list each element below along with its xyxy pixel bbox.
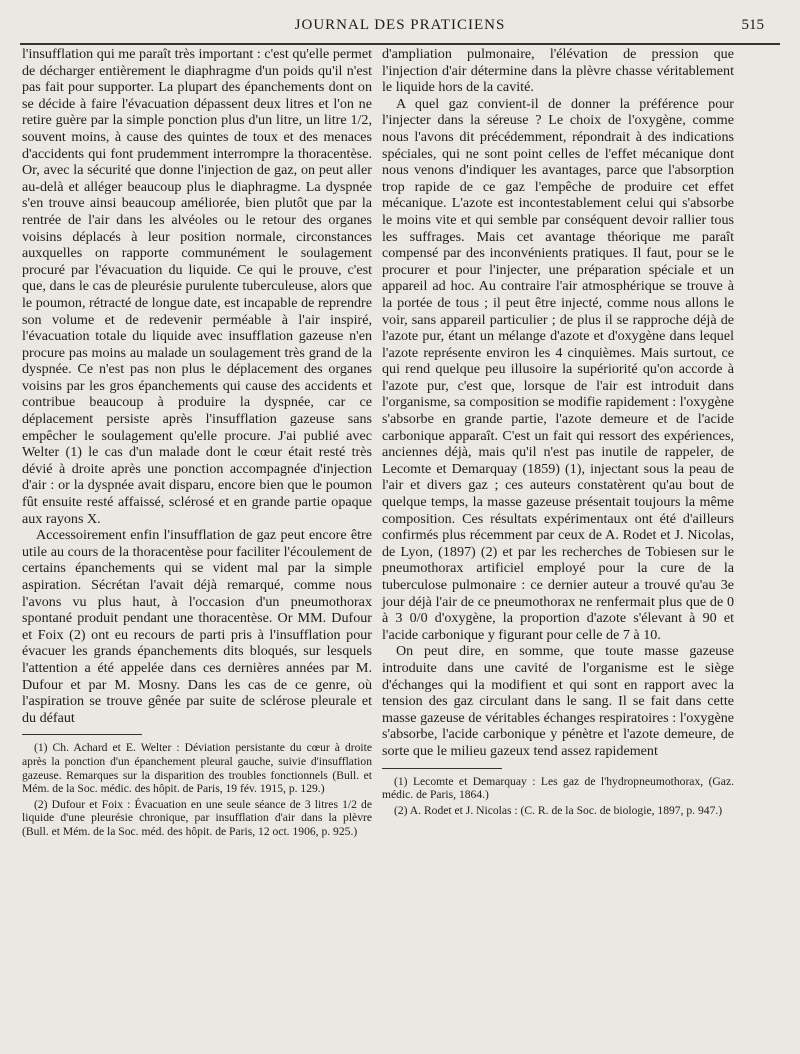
left-paragraph-1: l'insufflation qui me paraît très important : c'est qu'elle permet de décharger entièrement le diaphragme d'un poids qu'il n'est pas fait pour supporter. La plupart des épanchements dont on se décide à faire l'évacuation dépassent deux litres et l'on ne retire guère par la simple ponction plus d'un litre, un litre 1/2, souvent moins, à cause des quintes de toux et des menaces d'accidents qui font prudemment interrompre la thoracentèse. Or, avec la sécurité que donne l'injection de gaz, on peut aller au-delà et alléger beaucoup plus le diaphragme. La dyspnée s'en trouve ainsi beaucoup améliorée, bien plutôt que par la rentrée de l'air dans les alvéoles ou le retour des organes voisins déplacés à leur position normale, circonstances auxquelles on rapporte communément le soulagement procuré par l'évacuation du liquide. Ce qui le prouve, c'est que, dans le cas de pleurésie purulente tuberculeuse, alors que le poumon, rétracté de longue date, est incapable de reprendre son volume et de redevenir perméable à l'air inspiré, l'évacuation totale du liquide avec insufflation gazeuse n'en procure pas moins au malade un soulagement très grand de la dyspnée. Ce n'est pas non plus le déplacement des organes voisins par les gros épanchements qui cause des accidents et contribue beaucoup à produire la dyspnée, car ce déplacement persiste après l'insufflation gazeuse sans empêcher le soulagement qu'elle procure. J'ai publié avec Welter (1) le cas d'un malade dont le cœur était resté très dévié à droite après une ponction accompagnée d'injection d'air : or la dyspnée avait disparu, encore bien que le poumon fût ensuite resté affaissé, sclérosé et en grande partie opaque aux rayons X. (22, 46, 372, 527)
right-paragraph-2: A quel gaz convient-il de donner la préférence pour l'injecter dans la séreuse ? Le choix de l'oxygène, comme nous l'avons dit précédemment, répondrait à des indications spéciales, qui ne sont point celles de l'effet mécanique dont nous venons d'indiquer les avantages, parce que l'absorption trop rapide de ce gaz l'empêche de produire cet effet mécanique. L'azote est incontestablement celui qui s'absorbe le moins vite et qui semble par conséquent devoir rallier tous les suffrages. Mais cet avantage théorique me paraît compensé par des inconvénients pratiques. Il faut, pour se le procurer et pour l'injecter, une préparation spéciale et un appareil ad hoc. Au contraire l'air atmosphérique se trouve à la portée de tous ; il peut être injecté, comme nous allons le voir, sans appareil particulier ; de plus il se rapproche déjà de l'azote pur, étant un mélange d'azote et d'oxygène dans lequel l'azote représente environ les 4 cinquièmes. Mais surtout, ce qui rend quelque peu illusoire la supériorité qu'on accorde à l'azote pur, c'est que, lorsque de l'air est introduit dans l'organisme, sa composition se modifie rapidement : l'oxygène s'absorbe en grande partie, l'azote demeure et de l'acide carbonique apparaît. C'est un fait qui ressort des expériences, anciennes déjà, mais qu'il n'est pas inutile de rappeler, de Lecomte et Demarquay (1859) (1), injectant sous la peau de l'air et divers gaz ; ces auteurs constatèrent qu'au bout de quelque temps, la masse gazeuse présentait toujours la même composition. Ces résultats expérimentaux ont été d'ailleurs confirmés plus récemment par ceux de A. Rodet et J. Nicolas, de Lyon, (1897) (2) et par les recherches de Tobiesen sur le pneumothorax artificiel employé pour la cure de la tuberculose pulmonaire : ce dernier auteur a trouvé qu'au 3e jour déjà l'air de ce pneumothorax ne renfermait plus que de 0 à 3 0/0 d'oxygène, la proportion d'azote s'élevant à 90 et l'acide carbonique y figurant pour celle de 7 à 10. (382, 95, 734, 643)
journal-title: JOURNAL DES PRATICIENS (294, 17, 506, 33)
right-paragraph-1: d'ampliation pulmonaire, l'élévation de pression que l'injection d'air détermine dans la plèvre chasse véritablement le liquide hors de la cavité. (382, 46, 734, 96)
page-header (20, 8, 780, 38)
header-rule (20, 43, 780, 45)
footnote-2-left: (2) Dufour et Foix : Évacuation en une seule séance de 3 litres 1/2 de liquide d'une pleurésie chronique, par insufflation d'air dans la plèvre (Bull. et Mém. de la Soc. méd. des hôpit. de Paris, 12 oct. 1906, p. 925.) (22, 797, 372, 838)
left-footnotes (22, 741, 372, 838)
footnote-divider (382, 768, 502, 769)
right-footnotes (382, 775, 734, 818)
left-paragraph-2: Accessoirement enfin l'insufflation de gaz peut encore être utile au cours de la thoracentèse pour faciliter l'écoulement de certains épanchements qui se vident mal par la simple aspiration. Sécrétan l'avait déjà remarqué, comme nous l'avons vu plus haut, à l'occasion d'un pneumothorax spontané produit pendant une thoracentèse. Or MM. Dufour et Foix (2) ont eu recours de parti pris à l'insufflation pour évacuer les grands épanchements dits bloqués, sur lesquels l'attention a été appelée dans ces dernières années par M. Dufour et par M. Mosny. Dans les cas de ce genre, où l'aspiration se trouve gênée par suite de sclérose pleurale et du défaut (22, 527, 372, 726)
right-column (382, 46, 734, 819)
left-column (22, 46, 372, 841)
footnote-divider (22, 734, 142, 735)
footnote-1-right: (1) Lecomte et Demarquay : Les gaz de l'hydropneumothorax, (Gaz. médic. de Paris, 1864.) (382, 774, 734, 802)
page-number: 515 (741, 17, 764, 33)
right-paragraph-3: On peut dire, en somme, que toute masse gazeuse introduite dans une cavité de l'organisme est le siège d'échanges qui la modifient et qui sont en rapport avec la tension des gaz circulant dans le sang. Il se fait dans cette masse gazeuse de véritables échanges respiratoires : l'oxygène s'absorbe, l'acide carbonique y pénètre et l'azote demeure, de sorte que le milieu gazeux tend assez rapidement (382, 643, 734, 759)
footnote-1-left: (1) Ch. Achard et E. Welter : Déviation persistante du cœur à droite après la ponction d'un épanchement pleural gauche, suivie d'insufflation gazeuse. Remarques sur la disparition des troubles fonctionnels (Bull. et Mém. de la Soc. médic. des hôpit. de Paris, 19 fév. 1915, p. 129.) (22, 741, 372, 796)
footnote-2-right: (2) A. Rodet et J. Nicolas : (C. R. de la Soc. de biologie, 1897, p. 947.) (394, 803, 723, 817)
